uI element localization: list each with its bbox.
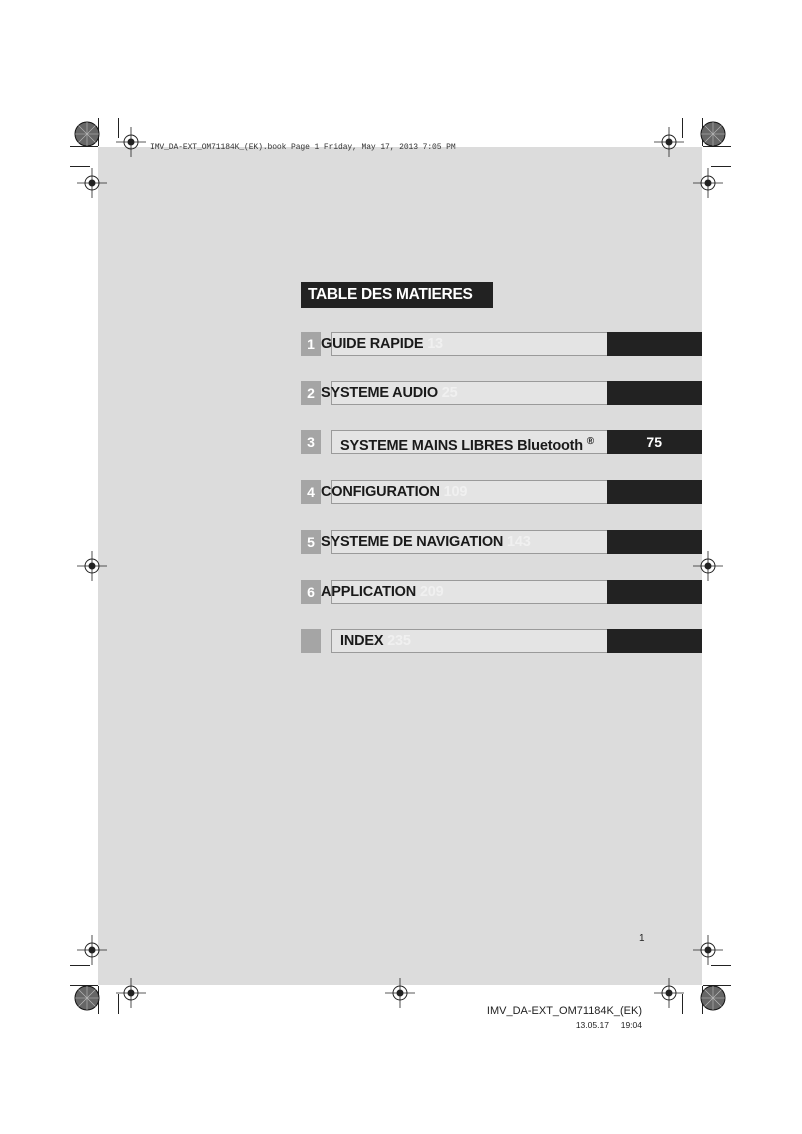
toc-entry-systeme-mains-libres[interactable]: [301, 430, 702, 454]
section-tab: [607, 480, 702, 504]
registration-wheel-icon: [700, 985, 726, 1011]
toc-entry-systeme-de-navigation[interactable]: [301, 530, 702, 554]
registration-wheel-icon: [74, 121, 100, 147]
toc-entry-number: [301, 629, 321, 653]
toc-entry-title: SYSTEME AUDIO: [321, 385, 438, 401]
toc-entry-page: 143: [507, 534, 531, 550]
toc-entry-number: 4: [301, 480, 321, 504]
page-background: [98, 147, 702, 985]
registration-crosshair-icon: [77, 168, 107, 198]
page-number: 1: [639, 933, 645, 944]
section-tab: [607, 530, 702, 554]
registration-crosshair-icon: [693, 168, 723, 198]
section-tab: [607, 430, 702, 454]
crop-mark: [711, 166, 731, 167]
book-header-line: IMV_DA-EXT_OM71184K_(EK).book Page 1 Friday, May 17, 2013 7:05 PM: [150, 143, 456, 152]
toc-entry-page: 13: [427, 336, 443, 352]
registration-wheel-icon: [74, 985, 100, 1011]
toc-entry-number: 2: [301, 381, 321, 405]
toc-entry-title: CONFIGURATION: [321, 484, 440, 500]
toc-entry-page: 75: [646, 434, 662, 450]
registration-crosshair-icon: [116, 978, 146, 1008]
footer-doc-id: IMV_DA-EXT_OM71184K_(EK): [486, 1005, 642, 1017]
registration-crosshair-icon: [693, 551, 723, 581]
toc-entry-label[interactable]: [340, 629, 411, 653]
toc-entry-title: SYSTEME MAINS LIBRES Bluetooth: [340, 437, 583, 454]
registration-crosshair-icon: [693, 935, 723, 965]
toc-entry-page: 109: [443, 484, 468, 500]
crop-mark: [711, 965, 731, 966]
toc-entry-title: GUIDE RAPIDE: [321, 336, 424, 352]
toc-entry-number: 6: [301, 580, 321, 604]
toc-entry-label[interactable]: [321, 332, 443, 356]
toc-entry-page: 209: [419, 584, 444, 600]
toc-entry-number: 3: [301, 430, 321, 454]
toc-entry-number: 1: [301, 332, 321, 356]
registration-crosshair-icon: [654, 978, 684, 1008]
toc-entry-guide-rapide[interactable]: [301, 332, 702, 356]
section-tab: [607, 629, 702, 653]
toc-entry-application[interactable]: [301, 580, 702, 604]
registration-crosshair-icon: [77, 935, 107, 965]
crop-mark: [70, 166, 90, 167]
toc-title: TABLE DES MATIERES: [301, 282, 493, 308]
toc-entry-page: 235: [387, 633, 411, 649]
toc-entry-label[interactable]: [321, 381, 457, 405]
registration-wheel-icon: [700, 121, 726, 147]
toc-entry-number: 5: [301, 530, 321, 554]
toc-entry-label[interactable]: [321, 530, 531, 554]
toc-entry-title: INDEX: [340, 633, 384, 649]
crop-mark: [70, 965, 90, 966]
registration-crosshair-icon: [654, 127, 684, 157]
registration-crosshair-icon: [77, 551, 107, 581]
toc-entry-title: SYSTEME DE NAVIGATION: [321, 534, 504, 550]
toc-entry-label[interactable]: [321, 580, 443, 604]
toc-entry-configuration[interactable]: [301, 480, 702, 504]
registration-crosshair-icon: [116, 127, 146, 157]
registration-crosshair-icon: [385, 978, 415, 1008]
section-tab: [607, 332, 702, 356]
toc-entry-title: APPLICATION: [321, 584, 417, 600]
registered-mark: ®: [586, 436, 594, 447]
toc-entry-label[interactable]: [321, 480, 467, 504]
section-tab: [607, 381, 702, 405]
toc-entry-index[interactable]: [301, 629, 702, 653]
section-tab: [607, 580, 702, 604]
toc-entry-page: 25: [441, 385, 458, 401]
toc-entry-label[interactable]: [340, 430, 594, 454]
footer-date-time: 13.05.17 19:04: [575, 1020, 642, 1030]
toc-entry-systeme-audio[interactable]: [301, 381, 702, 405]
